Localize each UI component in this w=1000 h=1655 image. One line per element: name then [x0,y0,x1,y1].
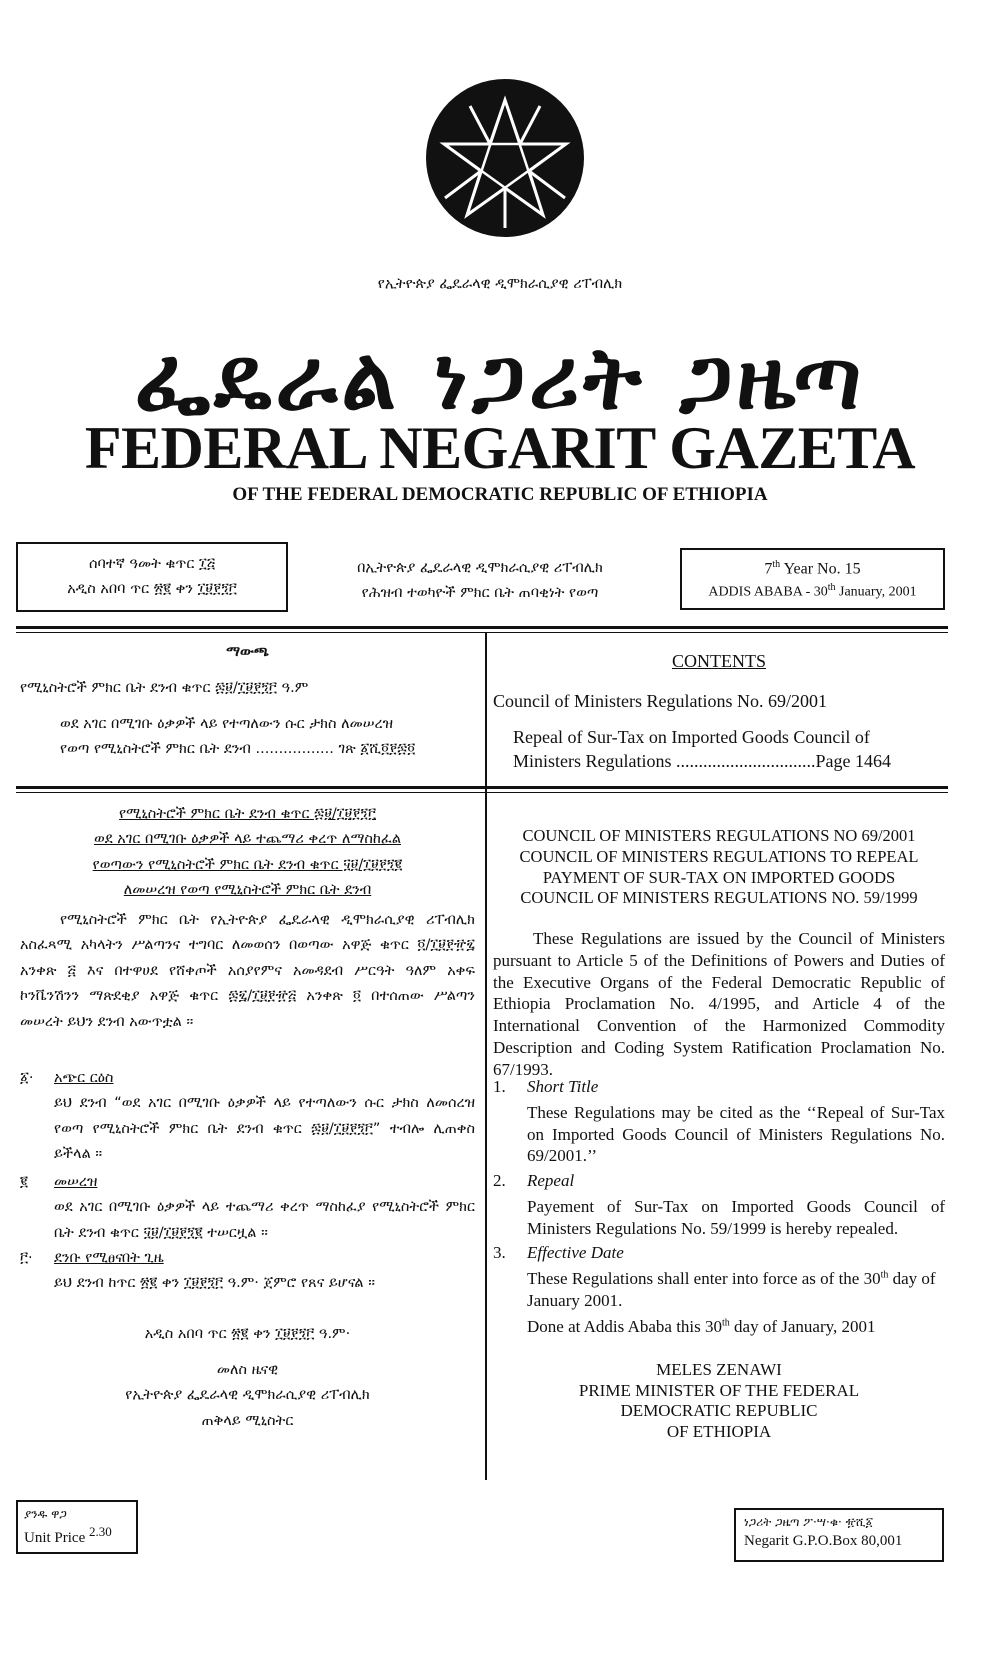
section-1-heading [493,1076,945,1098]
preamble: These Regulations are issued by the Council of Ministers pursuant to Article 5 of the Definitions of Powers and Duties of the Executive Organs of the Federal Democratic Republic of Ethiopia Proclamation No. 4/1995, and Article 4 of the International Convention of the Harmonized Commodity Description and Coding System Ratification Proclamation No. 67/1993. [493,929,945,1079]
unit-price-label-amharic: ያንዱ ዋጋ [24,1507,67,1521]
unit-price-label: Unit Price [24,1529,86,1546]
signatory-title-line-1: PRIME MINISTER OF THE FEDERAL [578,1380,860,1400]
preamble-amharic: የሚኒስትሮች ምክር ቤት የኢትዮጵያ ፌዴራላዊ ዲሞክራሲያዊ ሪፐብሊክ አስፈጻሚ አካላትን ሥልጣንና ተግባር ለመወሰን በወጣው አዋጅ ቁጥር ፬/፲፱፻፹፯ አንቀጽ ፭ እና በተዋሀደ የሸቀጦች አሰያየምና አመዳደብ ሥርዓት ዓለም አቀፍ ኮንቬንሽንን ማጽደቂያ አዋጅ ቁጥር ፷፯/፲፱፻፹፭ አንቀጽ ፬ በተሰጠው ሥልጣን መሠረት ይህን ደንብ አውጥቷል ። [20,912,475,1030]
section-2-heading-amharic [20,1170,475,1195]
contents-heading-amharic: ማውጫ [226,644,269,660]
contents-item [513,726,945,774]
section-2-text: Payement of Sur-Tax on Imported Goods Council of Ministers Regulations No. 59/1999 is hereby repealed. [527,1196,945,1238]
section-number: ፩· [20,1070,34,1086]
gazette-title-english: FEDERAL NEGARIT GAZETA [84,415,916,481]
section-title: መሠረዝ [54,1174,98,1190]
contents-item-amharic-line-1: ወደ አገር በሚገቡ ዕቃዎች ላይ የተጣለውን ሱር ታክስ ለመሠረዝ [60,716,394,732]
section-2 [493,1170,945,1239]
done-at: Done at Addis Ababa this 30th day of January, 2001 [527,1317,876,1336]
section-2-heading [493,1170,945,1192]
signatory-name-amharic: መለስ ዜናዊ [216,1362,279,1378]
regulation-title-amharic-line-4: ለመሠረዝ የወጣ የሚኒስትሮች ምክር ቤት ደንብ [123,882,372,899]
contents-heading: CONTENTS [672,651,766,671]
issue-date-english: ADDIS ABABA - 30th January, 2001 [708,581,917,600]
section-number: 3. [493,1243,506,1262]
contents-item-amharic [60,712,480,763]
contents-regulation: Council of Ministers Regulations No. 69/2001 [493,691,827,711]
section-3-heading-amharic [20,1246,475,1271]
publisher-line-1: በኢትዮጵያ ፌዴራላዊ ዲሞክራሲያዊ ሪፐብሊክ [357,560,603,576]
section-number: 1. [493,1077,506,1096]
unit-price-value: 2.30 [89,1523,112,1539]
issue-info-english [680,548,945,610]
publisher-note-amharic [300,556,660,607]
issue-info-amharic [16,542,288,612]
signatory-title-line-3: OF ETHIOPIA [666,1422,772,1442]
po-box-english: Negarit G.P.O.Box 80,001 [744,1532,903,1549]
unit-price-box [16,1500,138,1554]
gazette-title-amharic: ፌዴራል ነጋሪት ጋዜጣ [134,328,866,429]
column-divider [485,632,487,1480]
section-1 [493,1076,945,1167]
section-3-amharic [20,1246,475,1297]
section-1-text-amharic: ይህ ደንብ “ወደ አገር በሚገቡ ዕቃዎች ላይ የተጣለውን ሱር ታክስ ለመሰረዝ የወጣ የሚኒስትሮች ምክር ቤት ደንብ ቁጥር ፷፱/፲፱፻፺፫” ተብሎ ሊጠቀስ ይችላል ። [54,1095,475,1163]
issue-number-english: 7th Year No. 15 [764,559,861,578]
regulation-title-amharic-line-1: የሚኒስትሮች ምክር ቤት ደንብ ቁጥር ፷፱/፲፱፻፺፫ [119,806,376,822]
section-1-text: These Regulations may be cited as the ‘‘Repeal of Sur-Tax on Imported Goods Council of Ministers Regulations No. 69/2001.’’ [527,1102,945,1166]
section-title: Short Title [527,1077,599,1096]
contents-item-amharic-line-2: የወጣ የሚኒስትሮች ምክር ቤት ደንብ ................. ገጽ ፩ሺ፬፻፷፬ [60,741,416,758]
section-number: ፪ [20,1174,28,1190]
section-3-heading [493,1242,945,1264]
section-1-heading-amharic [20,1066,475,1091]
signature [493,1360,945,1443]
issue-number-amharic: ሰባተኛ ዓመት ቁጥር ፲፭ [88,556,216,572]
done-at-amharic: አዲስ አበባ ጥር ፳፪ ቀን ፲፱፻፺፫ ዓ.ም· [144,1326,351,1342]
regulation-title-amharic [20,802,475,904]
section-3 [493,1242,945,1311]
gazette-subtitle-english: OF THE FEDERAL DEMOCRATIC REPUBLIC OF ETHIOPIA [232,484,768,505]
regulation-title-line-1: COUNCIL OF MINISTERS REGULATIONS NO 69/2001 [522,826,916,845]
po-box-amharic: ነጋሪት ጋዜጣ ፖ·ሣ·ቁ· ፹ሺ፩ [744,1515,873,1529]
regulation-title-line-2: COUNCIL OF MINISTERS REGULATIONS TO REPEAL [519,846,919,866]
section-1-amharic [20,1066,475,1168]
signatory-title-amharic-line-2: ጠቅላይ ሚኒስትር [201,1412,294,1429]
section-3-text: These Regulations shall enter into force as of the 30th day of January 2001. [527,1268,936,1310]
regulation-title-amharic-line-2: ወደ አገር በሚገቡ ዕቃዎች ላይ ተጨማሪ ቀረጥ ለማስከፈል [93,831,402,848]
country-name-amharic: የኢትዮጵያ ፌዴራላዊ ዲሞክራሲያዊ ሪፐብሊክ [377,276,623,292]
section-2-text-amharic: ወደ አገር በሚገቡ ዕቃዎች ላይ ተጨማሪ ቀረጥ ማስከፈያ የሚኒስትሮች ምክር ቤት ደንብ ቁጥር ፶፱/፲፱፻፺፪ ተሠርዟል ። [54,1199,475,1241]
contents-item-line-2: Ministers Regulations ...............................Page 1464 [513,750,891,771]
contents-item-line-1: Repeal of Sur-Tax on Imported Goods Council of [513,727,870,747]
section-title: ደንቡ የሚፀናበት ጊዜ [54,1250,164,1266]
po-box [734,1508,944,1562]
section-number: 2. [493,1171,506,1190]
signatory-name: MELES ZENAWI [656,1360,782,1379]
national-emblem [425,78,585,238]
signatory-title-amharic-line-1: የኢትዮጵያ ፌዴራላዊ ዲሞክራሲያዊ ሪፐብሊክ [125,1387,370,1404]
regulation-title-amharic-line-3: የወጣውን የሚኒስትሮች ምክር ቤት ደንብ ቁጥር ፶፱/፲፱፻፺፪ [92,856,403,873]
contents-rule-thin [16,792,948,793]
section-2-amharic [20,1170,475,1246]
signatory-title-line-2: DEMOCRATIC REPUBLIC [620,1401,818,1421]
regulation-title-line-4: COUNCIL OF MINISTERS REGULATIONS NO. 59/1999 [520,888,918,908]
section-title: Repeal [527,1171,575,1190]
contents-rule [16,786,948,789]
regulation-title [493,826,945,909]
issue-date-amharic: አዲስ አበባ ጥር ፳፪ ቀን ፲፱፻፺፫ [67,581,237,598]
header-rule-thin [16,632,948,633]
contents-regulation-amharic: የሚኒስትሮች ምክር ቤት ደንብ ቁጥር ፷፱/፲፱፻፺፫ ዓ.ም [20,680,309,696]
signature-amharic [20,1358,475,1434]
publisher-line-2: የሕዝብ ተወካዮች ምክር ቤት ጠባቂነት የወጣ [361,585,599,602]
unit-price [24,1523,130,1548]
regulation-title-line-3: PAYMENT OF SUR-TAX ON IMPORTED GOODS [542,867,896,887]
section-title: Effective Date [527,1243,624,1262]
section-3-text-amharic: ይህ ደንብ ከጥር ፳፪ ቀን ፲፱፻፺፫ ዓ.ም· ጀምሮ የጸና ይሆናል ። [54,1275,375,1292]
header-rule [16,626,948,629]
section-title: አጭር ርዕስ [54,1070,114,1086]
section-number: ፫· [20,1250,33,1266]
